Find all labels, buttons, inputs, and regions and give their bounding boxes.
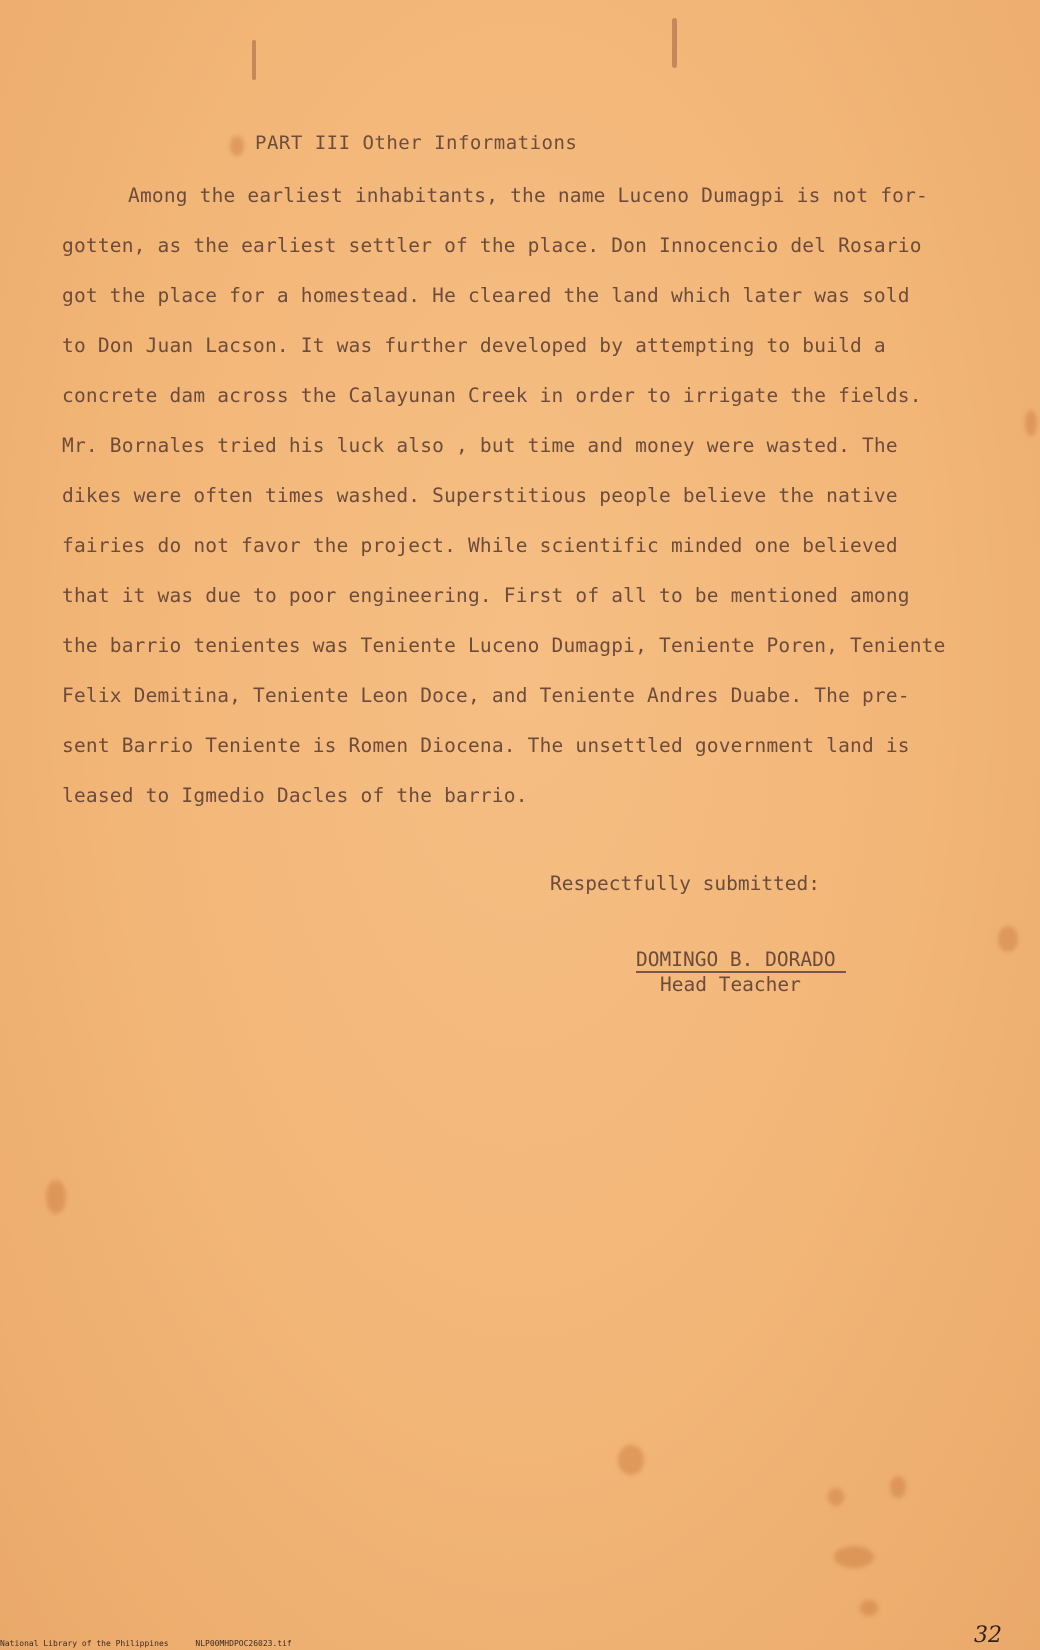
paper-stain bbox=[834, 1546, 874, 1568]
paper-stain bbox=[860, 1600, 878, 1616]
paragraph-line: got the place for a homestead. He cleared the land which later was sold bbox=[62, 284, 910, 307]
closing-line: Respectfully submitted: bbox=[550, 872, 821, 895]
page-number: 32 bbox=[974, 1623, 1002, 1648]
paragraph-line: to Don Juan Lacson. It was further developed by attempting to build a bbox=[62, 334, 886, 357]
paper-stain bbox=[1025, 410, 1037, 436]
paragraph-line: Felix Demitina, Teniente Leon Doce, and Teniente Andres Duabe. The pre- bbox=[62, 684, 910, 707]
paper-stain bbox=[998, 926, 1018, 952]
paragraph-line: gotten, as the earliest settler of the place. Don Innocencio del Rosario bbox=[62, 234, 922, 257]
paragraph-line: dikes were often times washed. Superstitious people believe the native bbox=[62, 484, 898, 507]
paper-stain bbox=[46, 1180, 66, 1214]
paper-stain bbox=[618, 1445, 644, 1475]
staple-mark bbox=[252, 40, 256, 80]
paragraph-line: Mr. Bornales tried his luck also , but time and money were wasted. The bbox=[62, 434, 898, 457]
paper-stain bbox=[230, 136, 244, 156]
body-paragraph bbox=[62, 176, 1002, 826]
paper-stain bbox=[890, 1476, 906, 1498]
part-heading: PART III Other Informations bbox=[255, 132, 578, 154]
paper-stain bbox=[828, 1488, 844, 1506]
paragraph-line: that it was due to poor engineering. First of all to be mentioned among bbox=[62, 584, 910, 607]
paragraph-line: leased to Igmedio Dacles of the barrio. bbox=[62, 784, 528, 807]
paragraph-line: fairies do not favor the project. While scientific minded one believed bbox=[62, 534, 898, 557]
scan-footer bbox=[0, 1639, 292, 1648]
signatory-title: Head Teacher bbox=[660, 973, 801, 996]
library-name: National Library of the Philippines bbox=[0, 1639, 169, 1648]
paragraph-line: concrete dam across the Calayunan Creek in order to irrigate the fields. bbox=[62, 384, 922, 407]
paragraph-line: sent Barrio Teniente is Romen Diocena. The unsettled government land is bbox=[62, 734, 910, 757]
paragraph-line: Among the earliest inhabitants, the name Luceno Dumagpi is not for- bbox=[128, 184, 928, 207]
paragraph-line: the barrio tenientes was Teniente Luceno Dumagpi, Teniente Poren, Teniente bbox=[62, 634, 946, 657]
signatory-name: DOMINGO B. DORADO bbox=[636, 948, 846, 973]
file-id: NLP00MHDPOC26023.tif bbox=[195, 1639, 292, 1648]
staple-mark bbox=[672, 18, 677, 68]
